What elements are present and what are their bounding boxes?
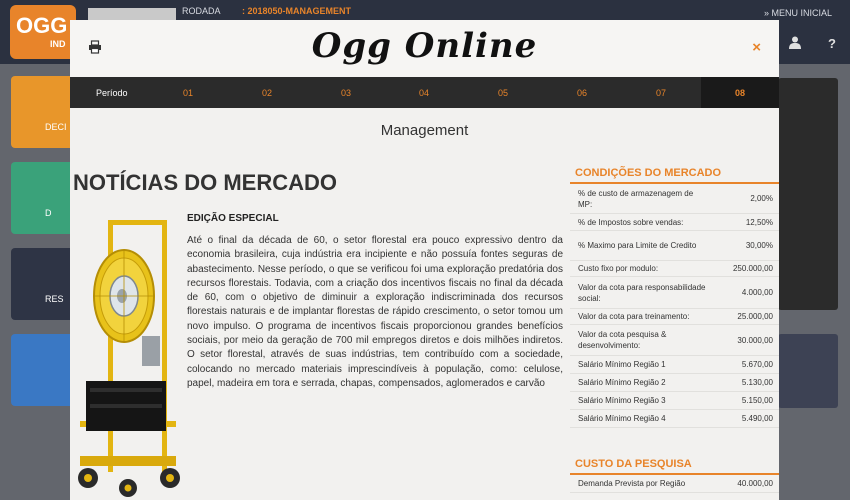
market-row-value: 250.000,00 [732,264,773,273]
industrial-fan-image [76,216,182,500]
market-row-label: % Maximo para Limite de Credito [578,241,697,250]
research-row [570,475,779,493]
brand-logo: Ogg Online [311,26,538,66]
market-row [570,231,779,261]
period-tab-02[interactable]: 02 [261,88,272,98]
user-icon[interactable] [789,36,801,49]
tile-label: RES [45,294,64,304]
research-cost-panel [570,454,779,493]
market-row [570,325,779,356]
market-row [570,356,779,374]
right-panel-dark [778,78,838,310]
market-row-label: % de custo de armazenagem de MP: [578,188,694,209]
news-modal [70,20,779,500]
period-tab-01[interactable]: 01 [182,88,193,98]
period-tab-06[interactable]: 06 [576,88,587,98]
market-row-label: Valor da cota para responsabilidade social: [578,282,706,303]
right-panel-navy [778,334,838,408]
market-row-label: Custo fixo por modulo: [578,264,659,273]
market-row-label: Valor da cota para treinamento: [578,312,690,321]
market-row-value: 5.150,00 [741,396,773,405]
news-heading: NOTÍCIAS DO MERCADO [73,170,337,195]
market-row [570,277,779,309]
research-row-value: 40.000,00 [737,479,773,488]
market-row-label: Salário Mínimo Região 4 [578,414,666,423]
news-edition: EDIÇÃO ESPECIAL [187,213,279,224]
market-row [570,309,779,325]
market-row-label: Salário Mínimo Região 1 [578,360,666,369]
market-row-label: Salário Mínimo Região 2 [578,378,666,387]
research-cost-heading: CUSTO DA PESQUISA [570,454,779,475]
market-row [570,392,779,410]
market-conditions-heading: CONDIÇÕES DO MERCADO [570,163,779,184]
market-row-label: Valor da cota pesquisa & desenvolvimento: [578,330,667,350]
market-row [570,410,779,428]
menu-inicial-link[interactable]: » MENU INICIAL [763,8,832,18]
app-logo-sub: IND [50,39,66,49]
app-header-strip [88,8,176,20]
app-logo-text: OGG [16,13,68,38]
rodada-value: : 2018050-MANAGEMENT [242,6,352,16]
market-row-value: 5.490,00 [741,414,773,423]
period-tab-07[interactable]: 07 [655,88,666,98]
modal-header [70,20,779,78]
market-row-value: 30,00% [745,241,773,250]
app-logo[interactable] [10,5,76,59]
market-row-label: % de Impostos sobre vendas: [578,217,684,227]
market-row-value: 12,50% [745,217,773,227]
market-row-value: 2,00% [750,194,773,203]
market-row-value: 4.000,00 [741,288,773,297]
market-row-value: 30.000,00 [737,335,773,345]
period-label: Período [96,88,128,98]
market-row-label: Salário Mínimo Região 3 [578,396,666,405]
period-tab-04[interactable]: 04 [418,88,429,98]
market-row [570,184,779,214]
market-row-value: 5.130,00 [741,378,773,387]
market-row-value: 25.000,00 [737,312,773,321]
period-tab-08[interactable]: 08 [701,77,779,108]
market-row [570,261,779,277]
news-body: Até o final da década de 60, o setor florestal era pouco expressivo dentro da economia brasileira, cuja indústria era incipiente e não possuía fontes seguras de abastecimento. Nesse período, o que se verificou foi uma exploração predatória dos recursos florestais. Todavia, com a criação dos incentivos fiscais no final da década de 60, com o objetivo de diminuir a exploração indiscriminada dos recursos florestais naturais e de implantar florestas de rápido crescimento, o setor tomou um novo impulso. O programa de incentivos fiscais proporcionou grandes benefícios sociais, por meio da geração de 700 mil empregos diretos e dois milhões indiretos. O setor florestal, através de suas indústrias, tem contribuído com a sociedade, colocando no mercado materiais imprescindíveis à população, como: celulose, papel, madeira em tora e serrada, chapas, compensados, aglomerados e carvão [187,235,563,389]
section-title: Management [380,122,469,139]
market-conditions-panel [570,163,779,428]
rodada-label: RODADA [182,6,221,16]
period-bar [70,77,779,108]
tile-label: D [45,208,52,218]
close-button[interactable]: × [752,39,761,56]
period-tab-03[interactable]: 03 [340,88,351,98]
tile-label: DECI [45,122,67,132]
market-row [570,214,779,231]
market-row-value: 5.670,00 [741,360,773,369]
research-row-label: Demanda Prevista por Região [578,479,686,488]
period-tab-05[interactable]: 05 [497,88,508,98]
help-icon[interactable]: ? [828,36,836,51]
market-row [570,374,779,392]
